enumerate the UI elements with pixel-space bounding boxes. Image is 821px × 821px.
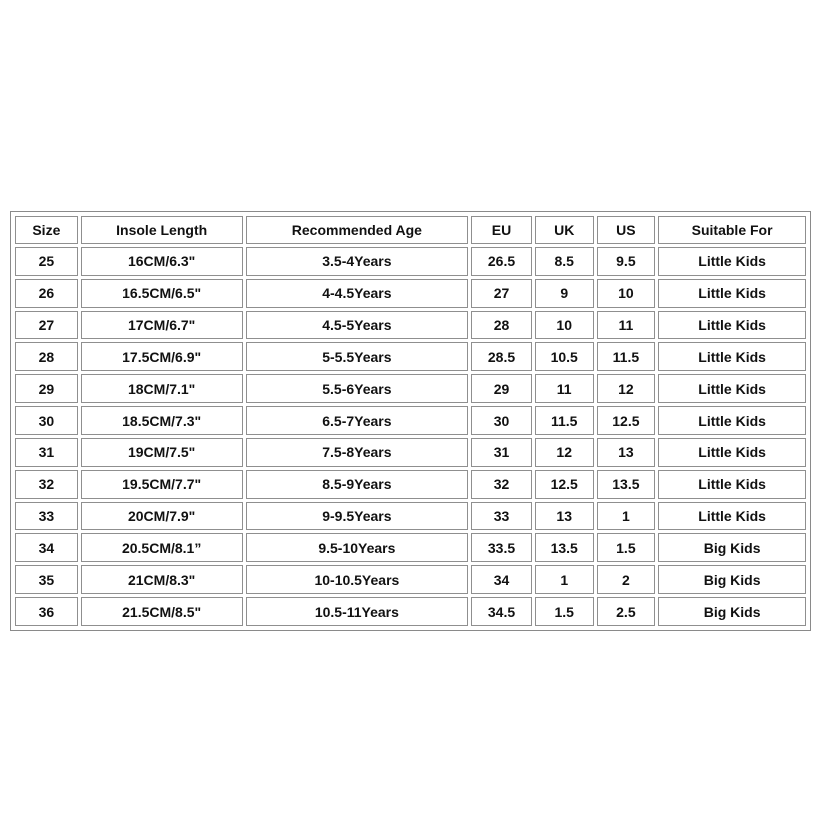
cell-eu: 30 bbox=[471, 406, 532, 435]
cell-size: 31 bbox=[15, 438, 78, 467]
table-body bbox=[15, 247, 806, 626]
cell-recommended-age: 7.5-8Years bbox=[246, 438, 469, 467]
cell-suitable-for: Big Kids bbox=[658, 533, 806, 562]
cell-uk: 11 bbox=[535, 374, 594, 403]
table-row bbox=[15, 342, 806, 371]
header-suitable-for: Suitable For bbox=[658, 216, 806, 244]
table-row bbox=[15, 247, 806, 276]
cell-size: 32 bbox=[15, 470, 78, 499]
cell-insole-length: 18.5CM/7.3" bbox=[81, 406, 243, 435]
header-size: Size bbox=[15, 216, 78, 244]
cell-eu: 34 bbox=[471, 565, 532, 594]
table-row bbox=[15, 279, 806, 308]
cell-size: 28 bbox=[15, 342, 78, 371]
header-eu: EU bbox=[471, 216, 532, 244]
cell-uk: 12.5 bbox=[535, 470, 594, 499]
cell-suitable-for: Little Kids bbox=[658, 342, 806, 371]
table-row bbox=[15, 597, 806, 626]
cell-suitable-for: Big Kids bbox=[658, 565, 806, 594]
cell-us: 13 bbox=[597, 438, 656, 467]
cell-recommended-age: 5.5-6Years bbox=[246, 374, 469, 403]
cell-size: 25 bbox=[15, 247, 78, 276]
cell-insole-length: 18CM/7.1" bbox=[81, 374, 243, 403]
cell-us: 13.5 bbox=[597, 470, 656, 499]
cell-recommended-age: 6.5-7Years bbox=[246, 406, 469, 435]
cell-us: 12.5 bbox=[597, 406, 656, 435]
table-row bbox=[15, 533, 806, 562]
cell-uk: 10.5 bbox=[535, 342, 594, 371]
cell-insole-length: 20CM/7.9" bbox=[81, 502, 243, 531]
cell-us: 1.5 bbox=[597, 533, 656, 562]
cell-uk: 9 bbox=[535, 279, 594, 308]
table-row bbox=[15, 470, 806, 499]
cell-insole-length: 16.5CM/6.5" bbox=[81, 279, 243, 308]
cell-us: 2 bbox=[597, 565, 656, 594]
cell-uk: 1 bbox=[535, 565, 594, 594]
cell-recommended-age: 8.5-9Years bbox=[246, 470, 469, 499]
cell-size: 26 bbox=[15, 279, 78, 308]
table-row bbox=[15, 438, 806, 467]
table-row bbox=[15, 565, 806, 594]
cell-recommended-age: 10.5-11Years bbox=[246, 597, 469, 626]
cell-us: 10 bbox=[597, 279, 656, 308]
cell-suitable-for: Little Kids bbox=[658, 470, 806, 499]
cell-size: 34 bbox=[15, 533, 78, 562]
cell-suitable-for: Big Kids bbox=[658, 597, 806, 626]
cell-size: 29 bbox=[15, 374, 78, 403]
cell-recommended-age: 9.5-10Years bbox=[246, 533, 469, 562]
cell-uk: 12 bbox=[535, 438, 594, 467]
cell-uk: 13.5 bbox=[535, 533, 594, 562]
table-row bbox=[15, 311, 806, 340]
cell-recommended-age: 9-9.5Years bbox=[246, 502, 469, 531]
header-recommended-age: Recommended Age bbox=[246, 216, 469, 244]
cell-size: 27 bbox=[15, 311, 78, 340]
cell-recommended-age: 4.5-5Years bbox=[246, 311, 469, 340]
cell-suitable-for: Little Kids bbox=[658, 247, 806, 276]
cell-suitable-for: Little Kids bbox=[658, 279, 806, 308]
cell-suitable-for: Little Kids bbox=[658, 438, 806, 467]
cell-suitable-for: Little Kids bbox=[658, 406, 806, 435]
header-us: US bbox=[597, 216, 656, 244]
cell-size: 35 bbox=[15, 565, 78, 594]
cell-recommended-age: 4-4.5Years bbox=[246, 279, 469, 308]
cell-insole-length: 21.5CM/8.5" bbox=[81, 597, 243, 626]
cell-uk: 8.5 bbox=[535, 247, 594, 276]
cell-eu: 29 bbox=[471, 374, 532, 403]
cell-insole-length: 20.5CM/8.1” bbox=[81, 533, 243, 562]
cell-insole-length: 19CM/7.5" bbox=[81, 438, 243, 467]
cell-us: 2.5 bbox=[597, 597, 656, 626]
cell-eu: 28 bbox=[471, 311, 532, 340]
cell-suitable-for: Little Kids bbox=[658, 311, 806, 340]
cell-us: 9.5 bbox=[597, 247, 656, 276]
cell-eu: 28.5 bbox=[471, 342, 532, 371]
cell-eu: 26.5 bbox=[471, 247, 532, 276]
cell-suitable-for: Little Kids bbox=[658, 374, 806, 403]
cell-us: 1 bbox=[597, 502, 656, 531]
cell-recommended-age: 3.5-4Years bbox=[246, 247, 469, 276]
table-header-row bbox=[15, 216, 806, 244]
cell-insole-length: 21CM/8.3" bbox=[81, 565, 243, 594]
size-chart bbox=[10, 211, 811, 631]
cell-size: 33 bbox=[15, 502, 78, 531]
cell-eu: 34.5 bbox=[471, 597, 532, 626]
size-table bbox=[12, 213, 809, 629]
cell-insole-length: 16CM/6.3" bbox=[81, 247, 243, 276]
cell-eu: 33.5 bbox=[471, 533, 532, 562]
cell-eu: 27 bbox=[471, 279, 532, 308]
table-row bbox=[15, 502, 806, 531]
cell-eu: 33 bbox=[471, 502, 532, 531]
cell-suitable-for: Little Kids bbox=[658, 502, 806, 531]
cell-us: 12 bbox=[597, 374, 656, 403]
cell-recommended-age: 5-5.5Years bbox=[246, 342, 469, 371]
cell-insole-length: 19.5CM/7.7" bbox=[81, 470, 243, 499]
cell-uk: 1.5 bbox=[535, 597, 594, 626]
cell-size: 36 bbox=[15, 597, 78, 626]
table-row bbox=[15, 374, 806, 403]
cell-eu: 32 bbox=[471, 470, 532, 499]
cell-insole-length: 17CM/6.7" bbox=[81, 311, 243, 340]
cell-recommended-age: 10-10.5Years bbox=[246, 565, 469, 594]
cell-size: 30 bbox=[15, 406, 78, 435]
cell-uk: 10 bbox=[535, 311, 594, 340]
table-row bbox=[15, 406, 806, 435]
cell-eu: 31 bbox=[471, 438, 532, 467]
header-uk: UK bbox=[535, 216, 594, 244]
cell-insole-length: 17.5CM/6.9" bbox=[81, 342, 243, 371]
cell-uk: 13 bbox=[535, 502, 594, 531]
cell-us: 11.5 bbox=[597, 342, 656, 371]
header-insole-length: Insole Length bbox=[81, 216, 243, 244]
cell-uk: 11.5 bbox=[535, 406, 594, 435]
cell-us: 11 bbox=[597, 311, 656, 340]
